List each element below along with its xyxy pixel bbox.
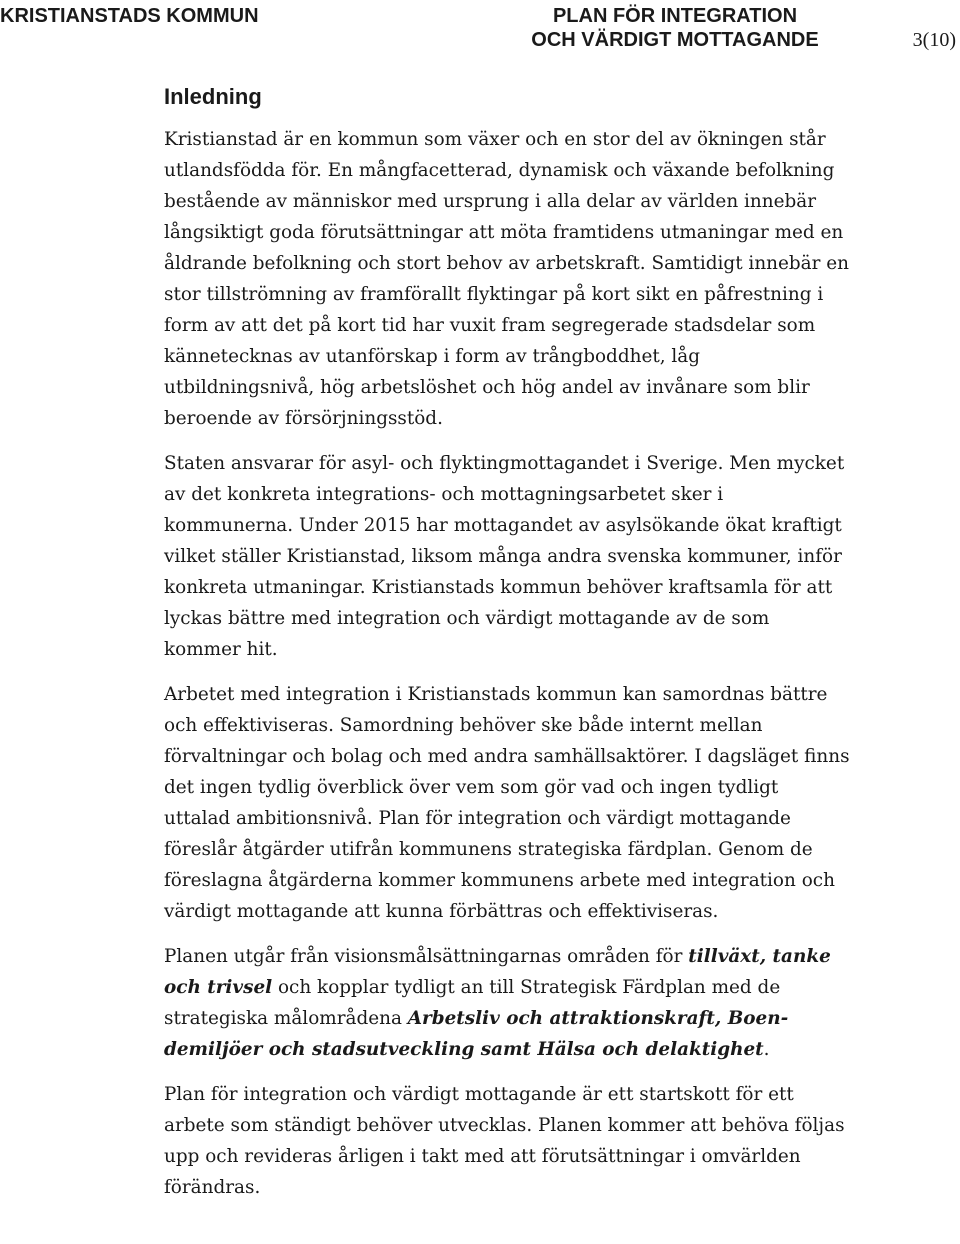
paragraph-2: Staten ansvarar för asyl- och flyktingmottagandet i Sverige. Men mycket av det konkreta integrations- och mottagningsarbetet sker i kommunerna. Under 2015 har mottagandet av asylsökande ökat kraftigt vilket ställer Kristianstad, liksom många andra svenska kommuner, inför konkreta utmaningar. Kristianstads kommun behöver kraftsamla för att lyckas bättre med integration och värdigt mottagande av de som kommer hit. (164, 453, 845, 660)
emphasis-strategic-goal-areas: Arbetsliv och attraktionskraft, Boendemiljöer och stadsutveckling samt Hälsa och delaktighet (164, 1008, 789, 1060)
document-title-line-2: OCH VÄRDIGT MOTTAGANDE (531, 29, 819, 51)
emphasis-vision-areas: tillväxt, tanke och trivsel (164, 946, 831, 998)
page-header (0, 4, 960, 54)
paragraph-4-text-c: . (763, 1039, 770, 1060)
document-title (500, 4, 850, 52)
paragraph-4-text-a: Planen utgår från visionsmålsättningarnas områden för (164, 946, 689, 967)
page-body (164, 82, 850, 1217)
document-title-line-1: PLAN FÖR INTEGRATION (552, 5, 798, 27)
paragraph-5: Plan för integration och värdigt mottagande är ett startskott för ett arbete som ständigt behöver utvecklas. Planen kommer att behöva följas upp och revideras årligen i takt med att förutsättningar i omvärlden förändras. (164, 1084, 845, 1198)
paragraph-3: Arbetet med integration i Kristianstads kommun kan samordnas bättre och effektiviseras. Samordning behöver ske både internt mellan förvaltningar och bolag och med andra samhällsaktörer. I dagsläget finns det ingen tydlig överblick över vem som gör vad och ingen tydligt uttalad ambitionsnivå. Plan för integration och värdigt mottagande föreslår åtgärder utifrån kommunens strategiska färdplan. Genom de föreslagna åtgärderna kommer kommunens arbete med integration och värdigt mottagande att kunna förbättras och effektiviseras. (164, 684, 850, 922)
paragraph-4-text-b: och kopplar tydligt an till Strategisk Färdplan med de strategiska målområdena (164, 977, 781, 1029)
organization-name: KRISTIANSTADS KOMMUN (0, 5, 259, 27)
section-heading: Inledning (164, 84, 262, 109)
paragraph-1: Kristianstad är en kommun som växer och en stor del av ökningen står utlandsfödda för. En mångfacetterad, dynamisk och växande befolkning bestående av människor med ursprung i alla delar av världen innebär långsiktigt goda förutsättningar att möta framtidens utmaningar med en åldrande befolkning och stort behov av arbetskraft. Samtidigt innebär en stor tillströmning av framförallt flyktingar på kort sikt en påfrestning i form av att det på kort tid har vuxit fram segregerade stadsdelar som kännetecknas av utanförskap i form av trångboddhet, låg utbildningsnivå, hög arbetslöshet och hög andel av invånare som blir beroende av försörjningsstöd. (164, 129, 849, 429)
paragraph-4 (164, 941, 850, 1065)
page-number: 3(10) (912, 29, 956, 51)
